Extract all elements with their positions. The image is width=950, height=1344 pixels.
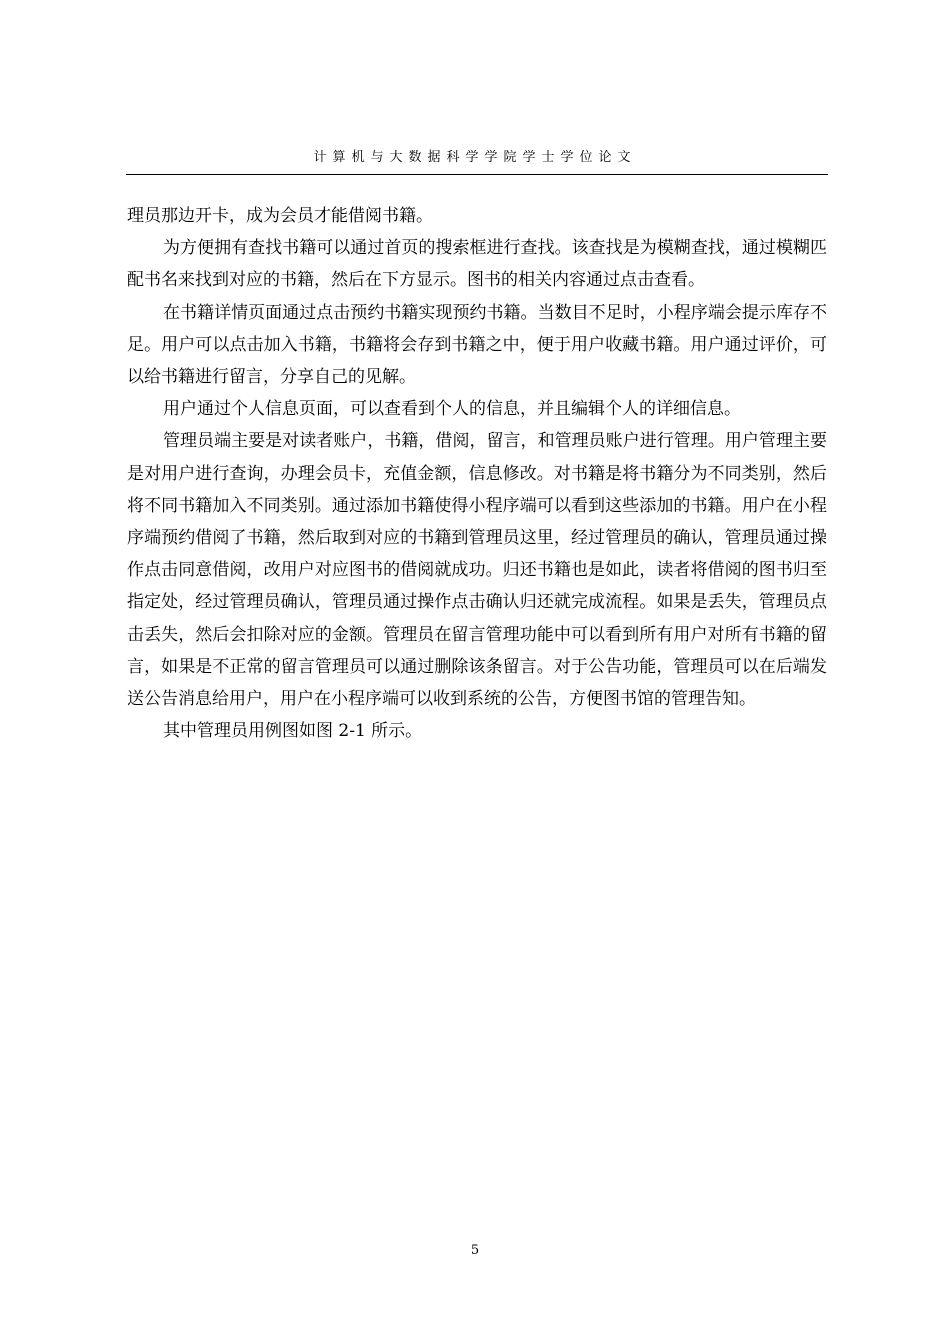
paragraph-reservation: 在书籍详情页面通过点击预约书籍实现预约书籍。当数目不足时，小程序端会提示库存不足。用户可以点击加入书籍，书籍将会存到书籍之中，便于用户收藏书籍。用户通过评价，可以给书籍进行留言，分享自己的见解。 [127, 302, 827, 388]
paragraph-figure-reference: 其中管理员用例图如图 2-1 所示。 [163, 721, 423, 742]
paragraph-personal-info: 用户通过个人信息页面，可以查看到个人的信息，并且编辑个人的详细信息。 [163, 399, 741, 420]
page-number: 5 [470, 1243, 480, 1258]
paragraph-continuation: 理员那边开卡，成为会员才能借阅书籍。 [127, 206, 433, 226]
paragraph-search: 为方便拥有查找书籍可以通过首页的搜索框进行查找。该查找是为模糊查找，通过模糊匹配书名来找到对应的书籍，然后在下方显示。图书的相关内容通过点击查看。 [127, 238, 827, 291]
running-header: 计算机与大数据科学学院学士学位论文 [313, 150, 637, 165]
paragraph-admin: 管理员端主要是对读者账户，书籍，借阅，留言，和管理员账户进行管理。用户管理主要是对用户进行查询，办理会员卡，充值金额，信息修改。对书籍是将书籍分为不同类别，然后将不同书籍加入不同类别。通过添加书籍使得小程序端可以看到这些添加的书籍。用户在小程序端预约借阅了书籍，然后取到对应的书籍到管理员这里，经过管理员的确认，管理员通过操作点击同意借阅，改用户对应图书的借阅就成功。归还书籍也是如此，读者将借阅的图书归至指定处，经过管理员确认，管理员通过操作点击确认归还就完成流程。如果是丢失，管理员点击丢失，然后会扣除对应的金额。管理员在留言管理功能中可以看到所有用户对所有书籍的留言，如果是不正常的留言管理员可以通过删除该条留言。对于公告功能，管理员可以在后端发送公告消息给用户，用户在小程序端可以收到系统的公告，方便图书馆的管理告知。 [127, 431, 827, 710]
body-text [127, 200, 827, 747]
header-divider [126, 174, 828, 175]
